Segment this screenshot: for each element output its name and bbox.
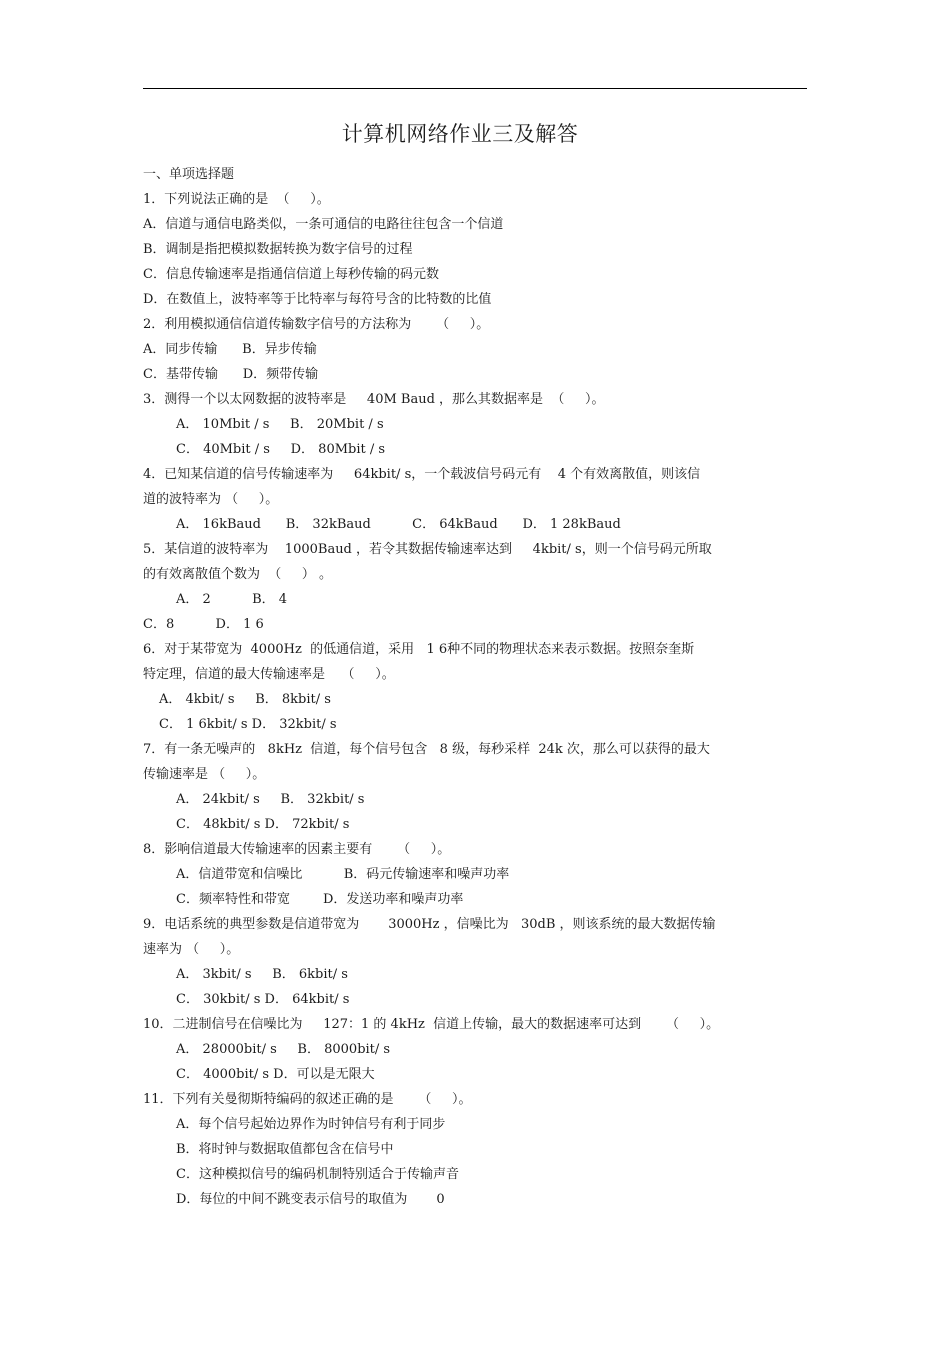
text-line: 10．二进制信号在信噪比为 127：1 的 4kHz 信道上传输，最大的数据速率可达到 （ ）。: [143, 1017, 720, 1032]
text-line: D．在数值上，波特率等于比特率与每符号含的比特数的比值: [143, 292, 492, 307]
text-line: A． 2 B． 4: [176, 592, 288, 607]
text-line: B．调制是指把模拟数据转换为数字信号的过程: [143, 242, 413, 257]
header-rule: [143, 88, 807, 89]
text-line: C．8 D． 1 6: [143, 617, 264, 632]
text-line: C．频率特性和带宽 D．发送功率和噪声功率: [176, 892, 464, 907]
text-line: C．这种模拟信号的编码机制特别适合于传输声音: [176, 1167, 459, 1182]
document-body: [143, 162, 803, 1212]
text-line: A．每个信号起始边界作为时钟信号有利于同步: [176, 1117, 446, 1132]
text-line: C． 40Mbit / s D． 80Mbit / s: [176, 442, 386, 457]
text-line: D．每位的中间不跳变表示信号的取值为 0: [176, 1192, 445, 1207]
text-line: A． 10Mbit / s B． 20Mbit / s: [176, 417, 384, 432]
text-line: A． 3kbit/ s B． 6kbit/ s: [176, 967, 348, 982]
text-line: A．信道带宽和信噪比 B．码元传输速率和噪声功率: [176, 867, 510, 882]
text-line: C． 48kbit/ s D． 72kbit/ s: [176, 817, 350, 832]
text-line: 5．某信道的波特率为 1000Baud ，若令其数据传输速率达到 4kbit/ s，则一个信号码元所取: [143, 542, 712, 557]
text-line: 3．测得一个以太网数据的波特率是 40M Baud ，那么其数据率是 （ ）。: [143, 392, 605, 407]
text-line: C． 4000bit/ s D．可以是无限大: [176, 1067, 375, 1082]
text-line: B．将时钟与数据取值都包含在信号中: [176, 1142, 394, 1157]
text-line: A．信道与通信电路类似，一条可通信的电路往往包含一个信道: [143, 217, 504, 232]
text-line: 11．下列有关曼彻斯特编码的叙述正确的是 （ ）。: [143, 1092, 472, 1107]
text-line: C． 1 6kbit/ s D． 32kbit/ s: [159, 717, 337, 732]
text-line: C． 30kbit/ s D． 64kbit/ s: [176, 992, 350, 1007]
text-line: 2．利用模拟通信信道传输数字信号的方法称为 （ ）。: [143, 317, 490, 332]
text-line: 传输速率是 （ ）。: [143, 767, 266, 782]
text-line: A． 24kbit/ s B． 32kbit/ s: [176, 792, 365, 807]
text-line: 4．已知某信道的信号传输速率为 64kbit/ s，一个载波信号码元有 4 个有效离散值，则该信: [143, 467, 701, 482]
text-line: 的有效离散值个数为 （ ） 。: [143, 567, 333, 582]
text-line: A． 16kBaud B． 32kBaud C． 64kBaud D． 1 28kBaud: [176, 517, 621, 532]
text-line: 特定理，信道的最大传输速率是 （ ）。: [143, 667, 395, 682]
text-line: 6．对于某带宽为 4000Hz 的低通信道，采用 1 6种不同的物理状态来表示数据。按照奈奎斯: [143, 642, 695, 657]
text-line: 速率为 （ ）。: [143, 942, 240, 957]
text-line: 8．影响信道最大传输速率的因素主要有 （ ）。: [143, 842, 451, 857]
text-line: 道的波特率为 （ ）。: [143, 492, 279, 507]
text-line: 9．电话系统的典型参数是信道带宽为 3000Hz ，信噪比为 30dB ，则该系统的最大数据传输: [143, 917, 716, 932]
document-title: 计算机网络作业三及解答: [341, 122, 579, 146]
text-line: A． 4kbit/ s B． 8kbit/ s: [159, 692, 331, 707]
text-line: A．同步传输 B．异步传输: [143, 342, 317, 357]
text-line: C．信息传输速率是指通信信道上每秒传输的码元数: [143, 267, 439, 282]
text-line: C．基带传输 D．频带传输: [143, 367, 319, 382]
text-line: A． 28000bit/ s B． 8000bit/ s: [176, 1042, 391, 1057]
text-line: 7．有一条无噪声的 8kHz 信道，每个信号包含 8 级，每秒采样 24k 次，那么可以获得的最大: [143, 742, 710, 757]
text-line: 一、单项选择题: [143, 167, 235, 182]
text-line: 1．下列说法正确的是 （ ）。: [143, 192, 330, 207]
